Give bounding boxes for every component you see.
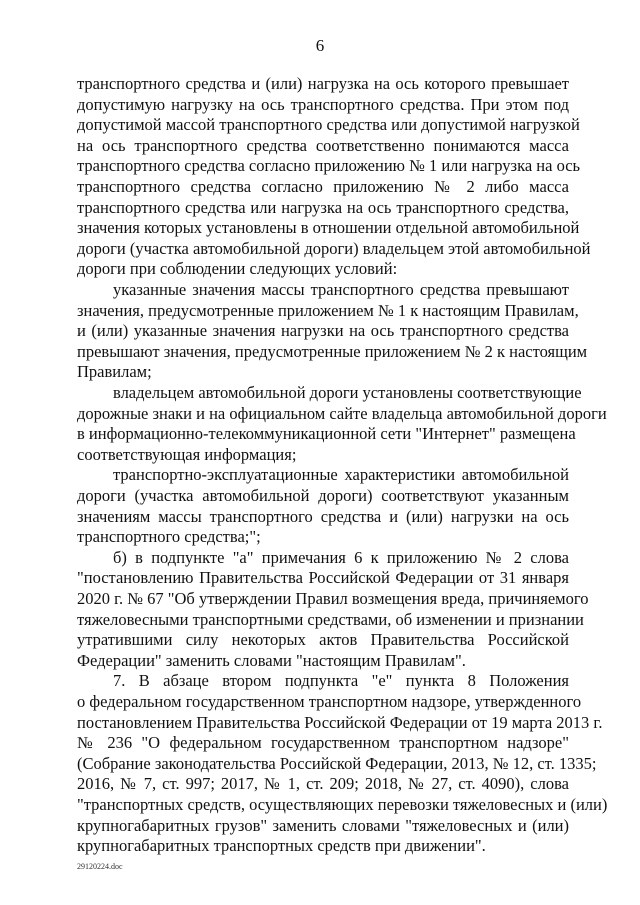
text-line: 7. В абзаце втором подпункта "е" пункта 8 Положения [113, 671, 569, 691]
text-line: № 236 "О федеральном государственном транспортном надзоре" [77, 733, 569, 753]
text-line: утратившими силу некоторых актов Правительства Российской [77, 630, 569, 650]
text-line: дороги при соблюдении следующих условий: [77, 259, 398, 279]
text-line: 2016, № 7, ст. 997; 2017, № 1, ст. 209; 2018, № 27, ст. 4090), слова [77, 774, 569, 794]
text-line: соответствующая информация; [77, 444, 297, 464]
text-line: дороги (участка автомобильной дороги) владельцем этой автомобильной [77, 238, 591, 258]
text-line: транспортного средства согласно приложению № 2 либо масса [77, 177, 569, 196]
text-line: постановлением Правительства Российской Федерации от 19 марта 2013 г. [77, 712, 603, 732]
text-line: превышают значения, предусмотренные приложением № 2 к настоящим [77, 341, 588, 361]
text-line: (Собрание законодательства Российской Федерации, 2013, № 12, ст. 1335; [77, 753, 597, 773]
text-line: значения, предусмотренные приложением № 1 к настоящим Правилам, [77, 300, 579, 320]
text-line: о федеральном государственном транспортном надзоре, утвержденного [77, 692, 582, 711]
text-line: транспортного средства и (или) нагрузка на ось которого превышает [77, 74, 569, 93]
text-line: значениям массы транспортного средства и (или) нагрузки на ось [77, 506, 569, 526]
text-line: допустимой массой транспортного средства или допустимой нагрузкой [77, 115, 580, 135]
text-line: транспортно-эксплуатационные характеристики автомобильной [113, 465, 569, 485]
text-line: "постановлению Правительства Российской Федерации от 31 января [77, 568, 569, 588]
text-line: транспортного средства согласно приложению № 1 или нагрузка на ось [77, 156, 581, 176]
text-line: на ось транспортного средства соответственно понимаются масса [77, 135, 569, 155]
text-line: в информационно-телекоммуникационной сети "Интернет" размещена [77, 424, 576, 444]
text-line: крупногабаритных транспортных средств при движении". [77, 836, 486, 856]
text-line: 2020 г. № 67 "Об утверждении Правил возмещения вреда, причиняемого [77, 589, 589, 608]
text-line: транспортного средства или нагрузка на ось транспортного средства, [77, 197, 569, 217]
text-line: значения которых установлены в отношении отдельной автомобильной [77, 218, 580, 238]
text-line: указанные значения массы транспортного средства превышают [113, 280, 569, 299]
text-line: дорожные знаки и на официальном сайте владельца автомобильной дороги [77, 403, 607, 423]
text-line: тяжеловесными транспортными средствами, об изменении и признании [77, 609, 584, 629]
text-line: б) в подпункте "а" примечания 6 к приложению № 2 слова [113, 547, 569, 567]
text-line: Правилам; [77, 362, 152, 382]
text-line: крупногабаритных грузов" заменить словами "тяжеловесных и (или) [77, 815, 569, 835]
page-number: 6 [315, 36, 325, 55]
text-line: "транспортных средств, осуществляющих перевозки тяжеловесных и (или) [77, 795, 608, 814]
text-line: дороги (участка автомобильной дороги) соответствуют указанным [77, 486, 569, 505]
text-line: транспортного средства;"; [77, 527, 261, 547]
text-line: Федерации" заменить словами "настоящим Правилам". [77, 650, 466, 670]
text-line: допустимую нагрузку на ось транспортного средства. При этом под [77, 94, 569, 114]
text-line: и (или) указанные значения нагрузки на ось транспортного средства [77, 321, 569, 341]
file-name-footer: 29120224.doc [77, 862, 123, 871]
text-line: владельцем автомобильной дороги установлены соответствующие [113, 383, 582, 402]
